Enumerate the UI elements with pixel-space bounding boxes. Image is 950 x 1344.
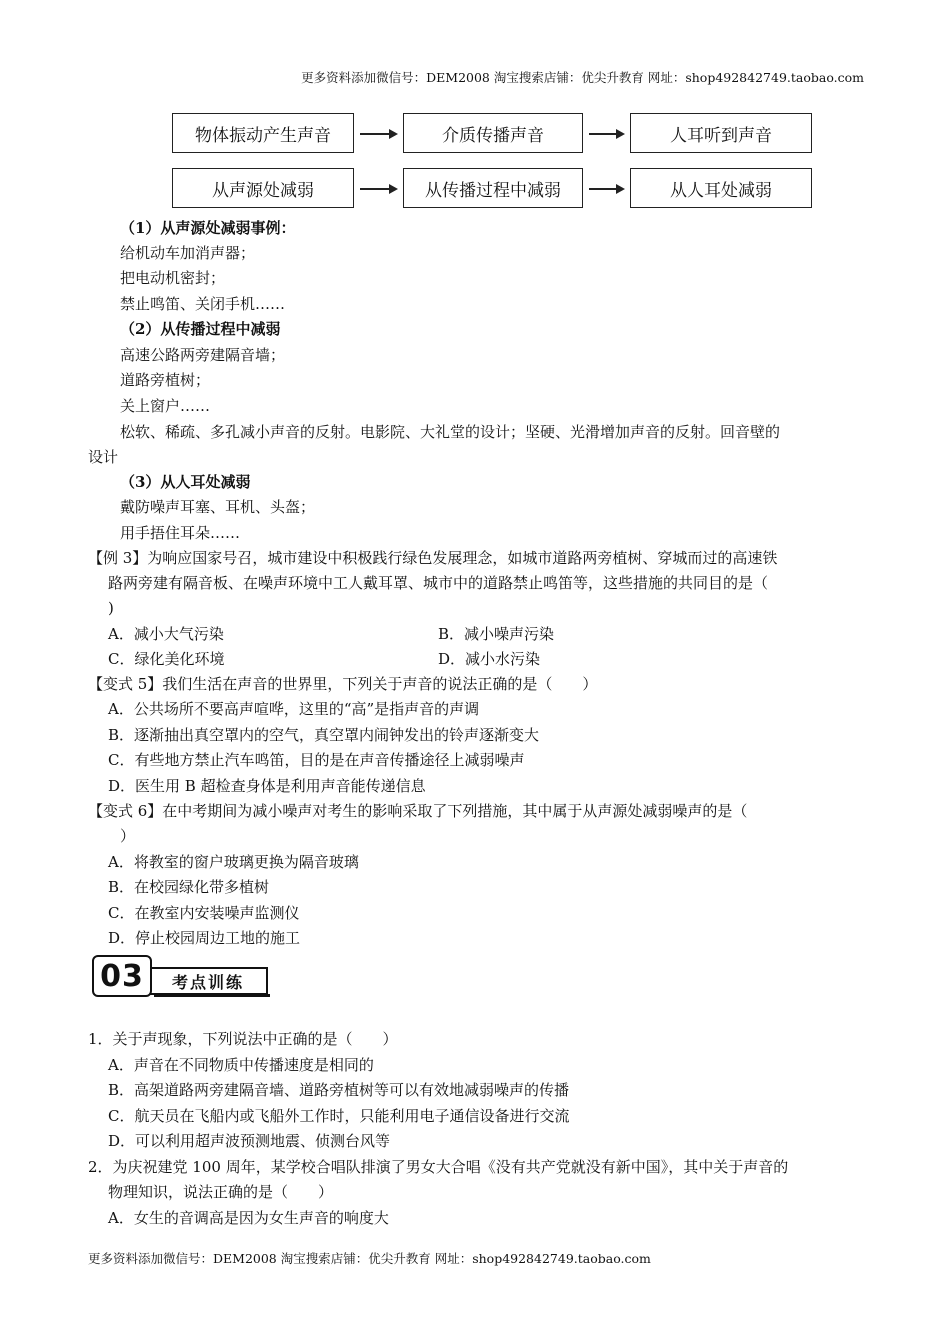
var6-option-a: A．将教室的窗户玻璃更换为隔音玻璃 [108,853,359,871]
ex3-option-b: B．减小噪声污染 [438,625,555,643]
ex3-option-a: A．减小大气污染 [108,625,224,643]
flow2-arrow-2 [589,188,623,190]
flow2-box-1: 从声源处减弱 [172,168,354,208]
var6-option-b: B．在校园绿化带多植树 [108,878,270,896]
section-badge-number: 03 [92,955,152,997]
q1-option-b: B．高架道路两旁建隔音墙、道路旁植树等可以有效地减弱噪声的传播 [108,1081,570,1099]
ex3-question-cont: 路两旁建有隔音板、在噪声环境中工人戴耳罩、城市中的道路禁止鸣笛等，这些措施的共同目的是（ [108,574,769,592]
q1-option-a: A．声音在不同物质中传播速度是相同的 [108,1056,374,1074]
sec3-item: 戴防噪声耳塞、耳机、头盔； [120,498,316,516]
sec2-item: 高速公路两旁建隔音墙； [120,346,286,364]
ex3-option-c: C．绿化美化环境 [108,650,225,668]
var6-option-c: C．在教室内安装噪声监测仪 [108,904,300,922]
section-badge-label: 考点训练 [150,967,268,995]
var5-option-a: A．公共场所不要高声喧哗，这里的“高”是指声音的声调 [108,700,480,718]
var5-option-c: C．有些地方禁止汽车鸣笛，目的是在声音传播途径上减弱噪声 [108,751,525,769]
sec1-item: 把电动机密封； [120,269,226,287]
var5-question: 【变式 5】我们生活在声音的世界里，下列关于声音的说法正确的是（ ） [88,675,598,693]
sec1-item: 禁止鸣笛、关闭手机…… [120,295,286,313]
q1-option-d: D．可以利用超声波预测地震、侦测台风等 [108,1132,391,1150]
sec3-title: （3）从人耳处减弱 [120,473,251,491]
sec2-title: （2）从传播过程中减弱 [120,320,281,338]
var6-question: 【变式 6】在中考期间为减小噪声对考生的影响采取了下列措施，其中属于从声源处减弱噪声的是（ [88,802,748,820]
var5-option-d: D．医生用 B 超检查身体是利用声音能传递信息 [108,777,426,795]
sec2-item: 道路旁植树； [120,371,211,389]
flow1-box-1: 物体振动产生声音 [172,113,354,153]
sec2-item: 关上窗户…… [120,397,211,415]
ex3-question-end: ) [108,599,114,617]
page-header: 更多资料添加微信号：DEM2008 淘宝搜索店铺：优尖升教育 网址：shop492842749.taobao.com [301,70,864,85]
page-footer: 更多资料添加微信号：DEM2008 淘宝搜索店铺：优尖升教育 网址：shop492842749.taobao.com [88,1251,651,1266]
sec2-note: 松软、稀疏、多孔减小声音的反射。电影院、大礼堂的设计；坚硬、光滑增加声音的反射。回音壁的 [120,423,781,441]
sec2-note-cont: 设计 [88,448,119,466]
var5-option-b: B．逐渐抽出真空罩内的空气，真空罩内闹钟发出的铃声逐渐变大 [108,726,540,744]
flow1-arrow-2 [589,133,623,135]
ex3-question: 【例 3】为响应国家号召，城市建设中积极践行绿色发展理念，如城市道路两旁植树、穿城而过的高速铁 [88,549,778,567]
flow1-arrow-1 [360,133,396,135]
var6-question-end: ） [120,827,136,845]
flow1-box-2: 介质传播声音 [403,113,583,153]
section-badge-shadow [154,994,270,997]
q2-option-a: A．女生的音调高是因为女生声音的响度大 [108,1209,389,1227]
q2-question: 2．为庆祝建党 100 周年，某学校合唱队排演了男女大合唱《没有共产党就没有新中国》，其中关于声音的 [88,1158,789,1176]
flow2-arrow-1 [360,188,396,190]
q2-question-cont: 物理知识，说法正确的是（ ） [108,1183,334,1201]
sec1-item: 给机动车加消声器； [120,244,256,262]
q1-question: 1．关于声现象，下列说法中正确的是（ ） [88,1030,398,1048]
ex3-option-d: D．减小水污染 [438,650,541,668]
var6-option-d: D．停止校园周边工地的施工 [108,929,301,947]
sec3-item: 用手捂住耳朵…… [120,524,241,542]
sec1-title: （1）从声源处减弱事例： [120,219,296,237]
flow1-box-3: 人耳听到声音 [630,113,812,153]
flow2-box-2: 从传播过程中减弱 [403,168,583,208]
q1-option-c: C．航天员在飞船内或飞船外工作时，只能利用电子通信设备进行交流 [108,1107,570,1125]
flow2-box-3: 从人耳处减弱 [630,168,812,208]
